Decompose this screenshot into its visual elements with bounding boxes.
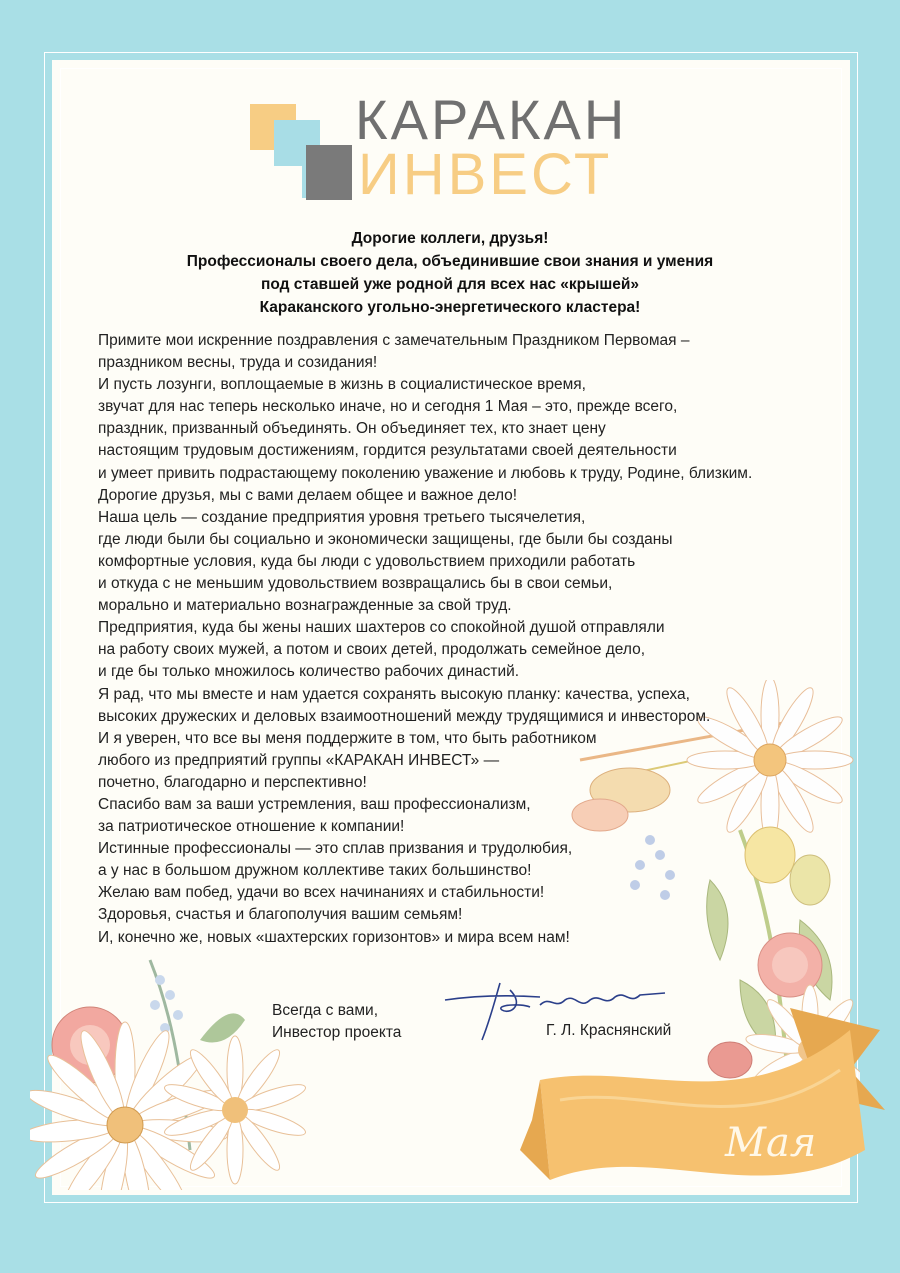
body-line: и умеет привить подрастающему поколению уважение и любовь к труду, Родине, близким. xyxy=(98,464,753,482)
closing-line: Инвестор проекта xyxy=(272,1024,402,1041)
logo-text-karakan: КАРАКАН xyxy=(355,88,628,151)
body-line: и откуда с не меньшим удовольствием возвращались бы в свои семьи, xyxy=(98,575,613,593)
body-line: где люди были бы социально и экономически защищены, где были бы созданы xyxy=(98,530,673,548)
greeting-heading xyxy=(100,227,800,319)
body-line: а у нас в большом дружном коллективе таких большинство! xyxy=(98,862,532,880)
closing-block xyxy=(272,1000,401,1044)
body-line: праздником весны, труда и созидания! xyxy=(98,354,378,372)
company-logo xyxy=(250,88,640,207)
body-line: и где бы только множилось количество рабочих династий. xyxy=(98,663,520,681)
signer-name: Г. Л. Краснянский xyxy=(546,1022,672,1039)
ribbon-text: Мая xyxy=(725,1120,817,1166)
body-line: Предприятия, куда бы жены наших шахтеров со спокойной душой отправляли xyxy=(98,619,665,637)
greeting-line: Караканского угольно-энергетического кластера! xyxy=(259,299,641,316)
letter-body xyxy=(98,330,818,949)
body-line: Здоровья, счастья и благополучия вашим семьям! xyxy=(98,906,463,924)
body-line: морально и материально вознагражденные за свой труд. xyxy=(98,597,512,615)
body-line: Примите мои искренние поздравления с замечательным Праздником Первомая – xyxy=(98,332,690,349)
body-line: звучат для нас теперь несколько иначе, но и сегодня 1 Мая – это, прежде всего, xyxy=(98,398,678,416)
closing-line: Всегда с вами, xyxy=(272,1002,378,1019)
greeting-line: Дорогие коллеги, друзья! xyxy=(351,230,549,247)
body-line: любого из предприятий группы «КАРАКАН ИНВЕСТ» — xyxy=(98,751,500,769)
greeting-line: под ставшей уже родной для всех нас «крышей» xyxy=(260,276,640,293)
body-line: Желаю вам побед, удачи во всех начинаниях и стабильности! xyxy=(98,884,545,902)
body-line: Спасибо вам за ваши устремления, ваш профессионализм, xyxy=(98,795,531,813)
body-line: Истинные профессионалы — это сплав призвания и трудолюбия, xyxy=(98,840,573,858)
body-line: Наша цель — создание предприятия уровня третьего тысячелетия, xyxy=(98,508,586,526)
body-line: комфортные условия, куда бы люди с удовольствием приходили работать xyxy=(98,552,636,570)
body-line: настоящим трудовым достижениям, гордится результатами своей деятельности xyxy=(98,442,677,460)
body-line: Дорогие друзья, мы с вами делаем общее и важное дело! xyxy=(98,486,518,504)
body-line: почетно, благодарно и перспективно! xyxy=(98,773,367,791)
greeting-line: Профессионалы своего дела, объединившие свои знания и умения xyxy=(186,253,714,270)
body-line: И я уверен, что все вы меня поддержите в том, что быть работником xyxy=(98,729,597,747)
body-line: за патриотическое отношение к компании! xyxy=(98,818,405,836)
flowers-decoration-left xyxy=(30,950,330,1190)
body-line: Я рад, что мы вместе и нам удается сохранять высокую планку: качества, успеха, xyxy=(98,685,690,703)
body-line: праздник, призванный объединять. Он объединяет тех, кто знает цену xyxy=(98,420,606,438)
logo-text-invest: ИНВЕСТ xyxy=(358,142,613,207)
body-line: И пусть лозунги, воплощаемые в жизнь в социалистическое время, xyxy=(98,376,586,394)
logo-squares-icon xyxy=(250,100,360,205)
body-line: высоких дружеских и деловых взаимоотношений между трудящимися и инвестором. xyxy=(98,707,711,725)
body-line: И, конечно же, новых «шахтерских горизонтов» и мира всем нам! xyxy=(98,928,570,946)
body-line: на работу своих мужей, а потом и своих детей, продолжать семейное дело, xyxy=(98,641,646,659)
